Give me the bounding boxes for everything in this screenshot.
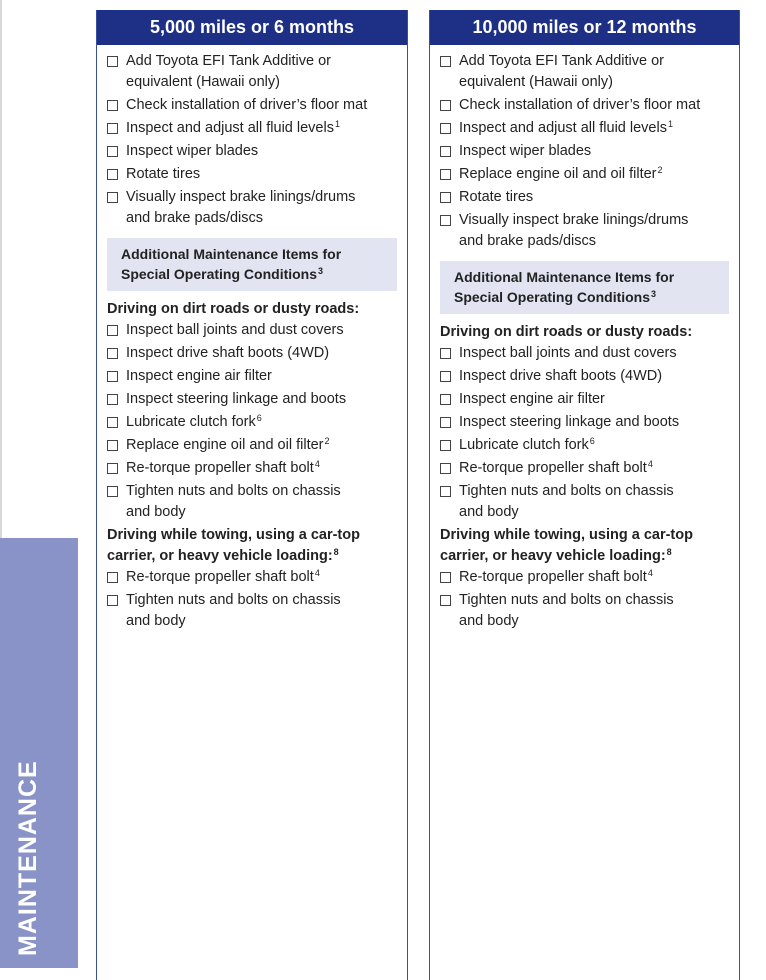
column-header: 5,000 miles or 6 months xyxy=(97,10,407,45)
item-text: Inspect and adjust all fluid levels xyxy=(126,120,334,136)
checkbox[interactable] xyxy=(107,192,118,203)
checkbox[interactable] xyxy=(107,146,118,157)
item-text: Inspect wiper blades xyxy=(459,143,592,159)
checklist-item xyxy=(440,343,729,364)
item-text-continued: and body xyxy=(126,613,186,629)
item-text: Inspect ball joints and dust covers xyxy=(459,345,677,361)
item-text: Inspect engine air filter xyxy=(459,391,605,407)
checkbox[interactable] xyxy=(440,56,451,67)
checkbox[interactable] xyxy=(440,348,451,359)
additional-items-box xyxy=(440,261,729,314)
checklist-item xyxy=(107,343,397,364)
checkbox[interactable] xyxy=(107,595,118,606)
column-body xyxy=(97,45,407,632)
checklist-item xyxy=(107,51,397,93)
item-text: Inspect engine air filter xyxy=(126,368,272,384)
checkbox[interactable] xyxy=(440,417,451,428)
item-text: Re-torque propeller shaft bolt xyxy=(126,460,314,476)
checklist-item xyxy=(107,412,397,433)
checkbox[interactable] xyxy=(107,169,118,180)
schedule-column-5000 xyxy=(96,10,408,980)
checkbox[interactable] xyxy=(107,100,118,111)
towing-heading-line2: carrier, or heavy vehicle loading: xyxy=(440,548,666,564)
dirt-roads-heading: Driving on dirt roads or dusty roads: xyxy=(107,301,360,317)
checkbox[interactable] xyxy=(440,100,451,111)
item-text: Inspect and adjust all fluid levels xyxy=(459,120,667,136)
checkbox[interactable] xyxy=(440,192,451,203)
item-text: Re-torque propeller shaft bolt xyxy=(459,569,647,585)
column-body xyxy=(430,45,739,632)
item-text: Inspect drive shaft boots (4WD) xyxy=(459,368,663,384)
checkbox[interactable] xyxy=(107,463,118,474)
checklist-item xyxy=(440,141,729,162)
checkbox[interactable] xyxy=(107,56,118,67)
footnote-ref: 2 xyxy=(657,165,663,175)
additional-heading-line2: Special Operating Conditions xyxy=(121,266,318,282)
checklist-item xyxy=(107,320,397,341)
item-text: Inspect ball joints and dust covers xyxy=(126,322,344,338)
checklist-item xyxy=(107,366,397,387)
towing-heading-line1: Driving while towing, using a car-top xyxy=(440,527,693,543)
additional-heading-line2: Special Operating Conditions xyxy=(454,289,651,305)
item-text: Re-torque propeller shaft bolt xyxy=(126,569,314,585)
item-text: Inspect wiper blades xyxy=(126,143,259,159)
checkbox[interactable] xyxy=(440,572,451,583)
checklist-item xyxy=(107,389,397,410)
footnote-ref: 1 xyxy=(334,119,340,129)
checkbox[interactable] xyxy=(107,123,118,134)
item-text: Rotate tires xyxy=(126,166,201,182)
item-text: Replace engine oil and oil filter xyxy=(126,437,324,453)
checklist-item xyxy=(107,187,397,229)
checkbox[interactable] xyxy=(107,440,118,451)
checklist-item xyxy=(107,590,397,632)
checklist-item xyxy=(440,389,729,410)
checkbox[interactable] xyxy=(107,572,118,583)
item-text: Add Toyota EFI Tank Additive or xyxy=(459,53,665,69)
schedule-column-10000 xyxy=(429,10,740,980)
item-text: Replace engine oil and oil filter xyxy=(459,166,657,182)
checklist-item xyxy=(440,164,729,185)
checkbox[interactable] xyxy=(440,440,451,451)
checklist-item xyxy=(107,458,397,479)
item-text: Add Toyota EFI Tank Additive or xyxy=(126,53,332,69)
checkbox[interactable] xyxy=(107,371,118,382)
footnote-ref: 4 xyxy=(647,459,653,469)
checklist-item xyxy=(440,210,729,252)
checklist-item xyxy=(107,481,397,523)
item-text: Lubricate clutch fork xyxy=(126,414,256,430)
item-text: Tighten nuts and bolts on chassis xyxy=(459,483,674,499)
item-text-continued: equivalent (Hawaii only) xyxy=(459,74,613,90)
checklist-item xyxy=(440,95,729,116)
checkbox[interactable] xyxy=(440,394,451,405)
item-text-continued: and body xyxy=(459,504,519,520)
item-text-continued: and body xyxy=(126,504,186,520)
footnote-ref: 6 xyxy=(256,413,262,423)
checkbox[interactable] xyxy=(107,417,118,428)
item-text-continued: equivalent (Hawaii only) xyxy=(126,74,280,90)
additional-heading-line1: Additional Maintenance Items for xyxy=(121,246,342,262)
item-text: Inspect drive shaft boots (4WD) xyxy=(126,345,330,361)
checklist-item xyxy=(440,590,729,632)
footnote-ref: 6 xyxy=(589,436,595,446)
footnote-ref: 4 xyxy=(314,568,320,578)
item-text-continued: and body xyxy=(459,613,519,629)
item-text: Check installation of driver’s floor mat xyxy=(126,97,368,113)
towing-heading-line1: Driving while towing, using a car-top xyxy=(107,527,360,543)
item-text: Tighten nuts and bolts on chassis xyxy=(459,592,674,608)
item-text: Inspect steering linkage and boots xyxy=(459,414,680,430)
checkbox[interactable] xyxy=(440,463,451,474)
checklist-item xyxy=(440,458,729,479)
additional-heading-line1: Additional Maintenance Items for xyxy=(454,269,675,285)
checklist-item xyxy=(107,164,397,185)
item-text: Tighten nuts and bolts on chassis xyxy=(126,592,341,608)
checkbox[interactable] xyxy=(440,123,451,134)
checklist-item xyxy=(440,412,729,433)
checkbox[interactable] xyxy=(440,595,451,606)
checkbox[interactable] xyxy=(440,486,451,497)
item-text: Check installation of driver’s floor mat xyxy=(459,97,701,113)
towing-heading xyxy=(440,525,729,567)
side-tab-label: MAINTENANCE xyxy=(14,760,42,956)
checklist-item xyxy=(107,118,397,139)
towing-heading xyxy=(107,525,397,567)
item-text-continued: and brake pads/discs xyxy=(459,233,597,249)
checkbox[interactable] xyxy=(440,169,451,180)
footnote-ref: 3 xyxy=(318,266,324,276)
checklist-item xyxy=(440,366,729,387)
checklist-item xyxy=(440,118,729,139)
checklist-item xyxy=(440,481,729,523)
checkbox[interactable] xyxy=(107,394,118,405)
checklist-item xyxy=(440,567,729,588)
footnote-ref: 8 xyxy=(666,547,672,557)
footnote-ref: 1 xyxy=(667,119,673,129)
item-text: Lubricate clutch fork xyxy=(459,437,589,453)
dirt-roads-heading: Driving on dirt roads or dusty roads: xyxy=(440,324,693,340)
item-text: Visually inspect brake linings/drums xyxy=(126,189,356,205)
checklist-item xyxy=(440,435,729,456)
item-text: Rotate tires xyxy=(459,189,534,205)
footnote-ref: 4 xyxy=(314,459,320,469)
checkbox[interactable] xyxy=(107,348,118,359)
footnote-ref: 8 xyxy=(333,547,339,557)
checkbox[interactable] xyxy=(440,371,451,382)
checkbox[interactable] xyxy=(440,215,451,226)
additional-items-box xyxy=(107,238,397,291)
footnote-ref: 2 xyxy=(324,436,330,446)
footnote-ref: 3 xyxy=(651,289,657,299)
item-text-continued: and brake pads/discs xyxy=(126,210,264,226)
checkbox[interactable] xyxy=(107,486,118,497)
column-header: 10,000 miles or 12 months xyxy=(430,10,739,45)
item-text: Visually inspect brake linings/drums xyxy=(459,212,689,228)
checkbox[interactable] xyxy=(107,325,118,336)
checkbox[interactable] xyxy=(440,146,451,157)
checklist-item xyxy=(107,95,397,116)
checklist-item xyxy=(440,187,729,208)
section-side-tab xyxy=(0,538,78,968)
item-text: Tighten nuts and bolts on chassis xyxy=(126,483,341,499)
item-text: Inspect steering linkage and boots xyxy=(126,391,347,407)
checklist-item xyxy=(107,435,397,456)
item-text: Re-torque propeller shaft bolt xyxy=(459,460,647,476)
towing-heading-line2: carrier, or heavy vehicle loading: xyxy=(107,548,333,564)
checklist-item xyxy=(107,141,397,162)
footnote-ref: 4 xyxy=(647,568,653,578)
checklist-item xyxy=(107,567,397,588)
checklist-item xyxy=(440,51,729,93)
